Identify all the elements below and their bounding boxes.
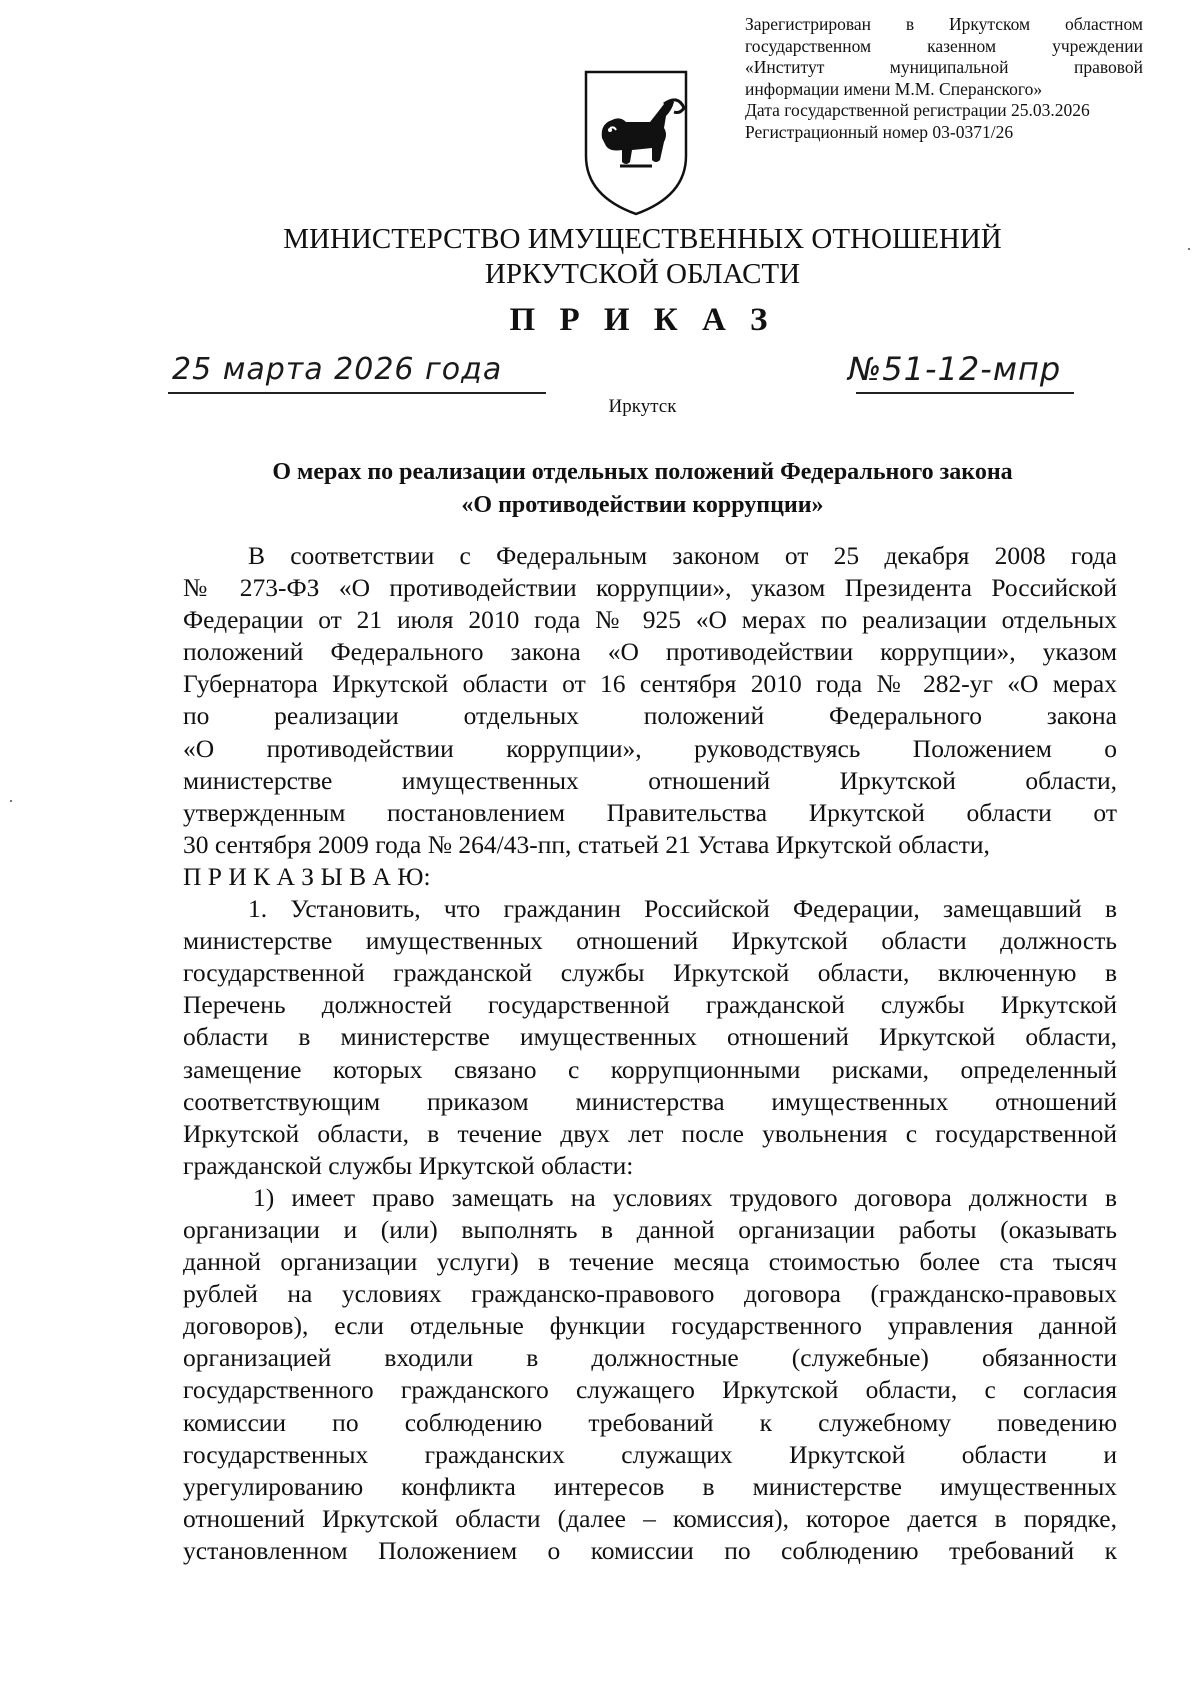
body-line: Федерации от 21 июля 2010 года № 925 «О мерах по реализации отдельных	[183, 605, 1117, 635]
registration-stamp	[745, 14, 1143, 143]
scan-speck	[10, 800, 12, 802]
body-line: комиссии по соблюдению требований к служебному поведению	[183, 1407, 1117, 1437]
order-body	[183, 540, 1117, 1567]
body-line: Губернатора Иркутской области от 16 сентября 2010 года № 282-уг «О мерах	[183, 669, 1117, 699]
number-underline	[856, 392, 1074, 394]
order-subject-line1: О мерах по реализации отдельных положений Федерального закона	[272, 459, 1013, 485]
body-line: № 273-ФЗ «О противодействии коррупции», указом Президента Российской	[183, 573, 1117, 603]
body-line: государственного гражданского служащего Иркутской области, с согласия	[183, 1375, 1117, 1405]
registration-date: Дата государственной регистрации 25.03.2026	[745, 100, 1090, 120]
body-line: отношений Иркутской области (далее – комиссия), которое дается в порядке,	[183, 1503, 1117, 1533]
city: Иркутск	[608, 396, 677, 417]
body-line: рублей на условиях гражданско-правового договора (гражданско-правовых	[183, 1279, 1117, 1309]
body-line: «О противодействии коррупции», руководствуясь Положением о	[183, 733, 1117, 763]
body-line: утвержденным постановлением Правительства Иркутской области от	[183, 797, 1117, 827]
body-line: положений Федерального закона «О противодействии коррупции», указом	[183, 637, 1117, 667]
order-directive: П Р И К А З Ы В А Ю:	[183, 861, 431, 891]
handwritten-date: 25 марта 2026 года	[172, 352, 503, 387]
body-line: организацией входили в должностные (служебные) обязанности	[183, 1343, 1117, 1373]
body-line: министерстве имущественных отношений Иркутской области,	[183, 765, 1117, 795]
registration-line: Зарегистрирован в Иркутском областном	[745, 14, 1143, 34]
body-line: В соответствии с Федеральным законом от 25 декабря 2008 года	[248, 541, 1117, 570]
body-line: соответствующим приказом министерства имущественных отношений	[183, 1086, 1117, 1116]
body-line: договоров), если отдельные функции государственного управления данной	[183, 1311, 1117, 1341]
body-line: Перечень должностей государственной гражданской службы Иркутской	[183, 990, 1117, 1020]
ministry-name-line1: МИНИСТЕРСТВО ИМУЩЕСТВЕННЫХ ОТНОШЕНИЙ	[283, 223, 1002, 255]
registration-line: государственном казенном учреждении	[745, 35, 1143, 56]
body-line: по реализации отдельных положений Федерального закона	[183, 701, 1117, 731]
date-underline	[168, 392, 546, 394]
body-line: установленном Положением о комиссии по соблюдению требований к	[183, 1535, 1117, 1565]
registration-number: Регистрационный номер 03-0371/26	[745, 121, 1014, 142]
registration-line: «Институт муниципальной правовой	[745, 57, 1143, 77]
body-line: государственных гражданских служащих Иркутской области и	[183, 1439, 1117, 1469]
body-line: 1) имеет право замещать на условиях трудового договора должности в	[253, 1182, 1117, 1212]
body-line: государственной гражданской службы Иркутской области, включенную в	[183, 958, 1117, 988]
body-line: гражданской службы Иркутской области:	[183, 1150, 634, 1180]
body-line: замещение которых связано с коррупционными рисками, определенный	[183, 1054, 1117, 1084]
ministry-name	[0, 222, 1200, 292]
body-line: 30 сентября 2009 года № 264/43-пп, статьей 21 Устава Иркутской области,	[183, 829, 990, 859]
body-line: области в министерстве имущественных отношений Иркутской области,	[183, 1022, 1117, 1052]
handwritten-order-number: №51-12-мпр	[848, 350, 1062, 388]
order-subject-line2: «О противодействии коррупции»	[461, 492, 824, 518]
registration-line: информации имени М.М. Сперанского»	[745, 78, 1043, 99]
body-line: министерстве имущественных отношений Иркутской области должность	[183, 926, 1117, 956]
body-line: урегулированию конфликта интересов в министерстве имущественных	[183, 1471, 1117, 1501]
order-subject	[150, 456, 1135, 522]
coat-of-arms-icon	[580, 68, 692, 218]
body-line: данной организации услуги) в течение месяца стоимостью более ста тысяч	[183, 1247, 1117, 1277]
scan-speck	[1188, 248, 1190, 250]
order-title: П Р И К А З	[509, 302, 776, 338]
body-line: 1. Установить, что гражданин Российской Федерации, замещавший в	[248, 894, 1117, 924]
body-line: Иркутской области, в течение двух лет после увольнения с государственной	[183, 1118, 1117, 1148]
body-line: организации и (или) выполнять в данной организации работы (оказывать	[183, 1214, 1117, 1244]
ministry-name-line2: ИРКУТСКОЙ ОБЛАСТИ	[484, 258, 801, 290]
